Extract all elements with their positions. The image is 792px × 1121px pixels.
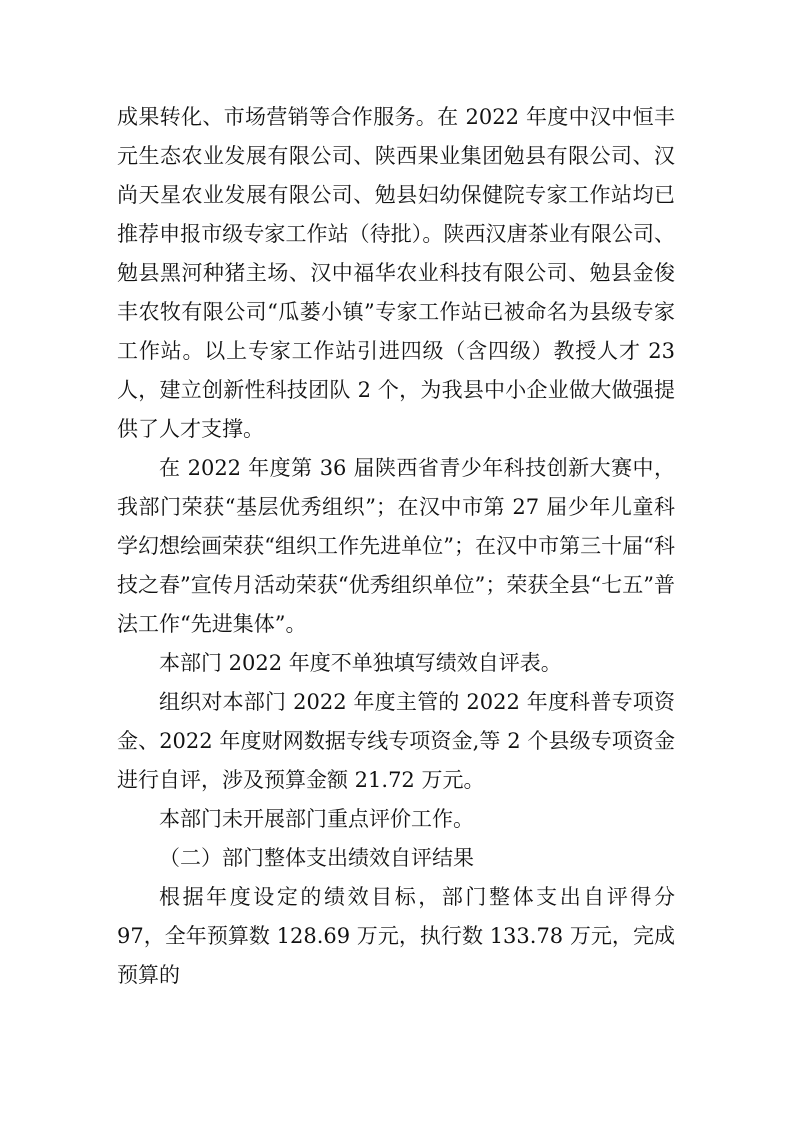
paragraph-overall-score: 根据年度设定的绩效目标，部门整体支出自评得分 97，全年预算数 128.69 万元，执行数 133.78 万元，完成预算的 bbox=[117, 885, 675, 987]
paragraph-expert-stations: 成果转化、市场营销等合作服务。在 2022 年度中汉中恒丰元生态农业发展有限公司、陕西果业集团勉县有限公司、汉尚天星农业发展有限公司、勉县妇幼保健院专家工作站均已推荐申报市级专家工作站（待批）。陕西汉唐茶业有限公司、勉县黑河种猪主场、汉中福华农业科技有限公司、勉县金俊丰农牧有限公司“瓜蒌小镇”专家工作站已被命名为县级专家工作站。以上专家工作站引进四级（含四级）教授人才 23 人，建立创新性科技团队 2 个，为我县中小企业做大做强提供了人才支撑。 bbox=[117, 105, 675, 441]
paragraph-special-funds-eval: 组织对本部门 2022 年度主管的 2022 年度科普专项资金、2022 年度财网数据专线专项资金,等 2 个县级专项资金进行自评，涉及预算金额 21.72 万元。 bbox=[117, 690, 675, 792]
document-body bbox=[117, 98, 675, 995]
section-heading-overall-results: （二）部门整体支出绩效自评结果 bbox=[159, 846, 474, 870]
paragraph-no-key-eval: 本部门未开展部门重点评价工作。 bbox=[159, 807, 474, 831]
paragraph-awards: 在 2022 年度第 36 届陕西省青少年科技创新大赛中，我部门荣获“基层优秀组织”；在汉中市第 27 届少年儿童科学幻想绘画荣获“组织工作先进单位”；在汉中市第三十届“科技之春”宣传月活动荣获“优秀组织单位”；荣获全县“七五”普法工作“先进集体”。 bbox=[117, 456, 675, 636]
paragraph-no-self-eval-form: 本部门 2022 年度不单独填写绩效自评表。 bbox=[159, 651, 562, 675]
